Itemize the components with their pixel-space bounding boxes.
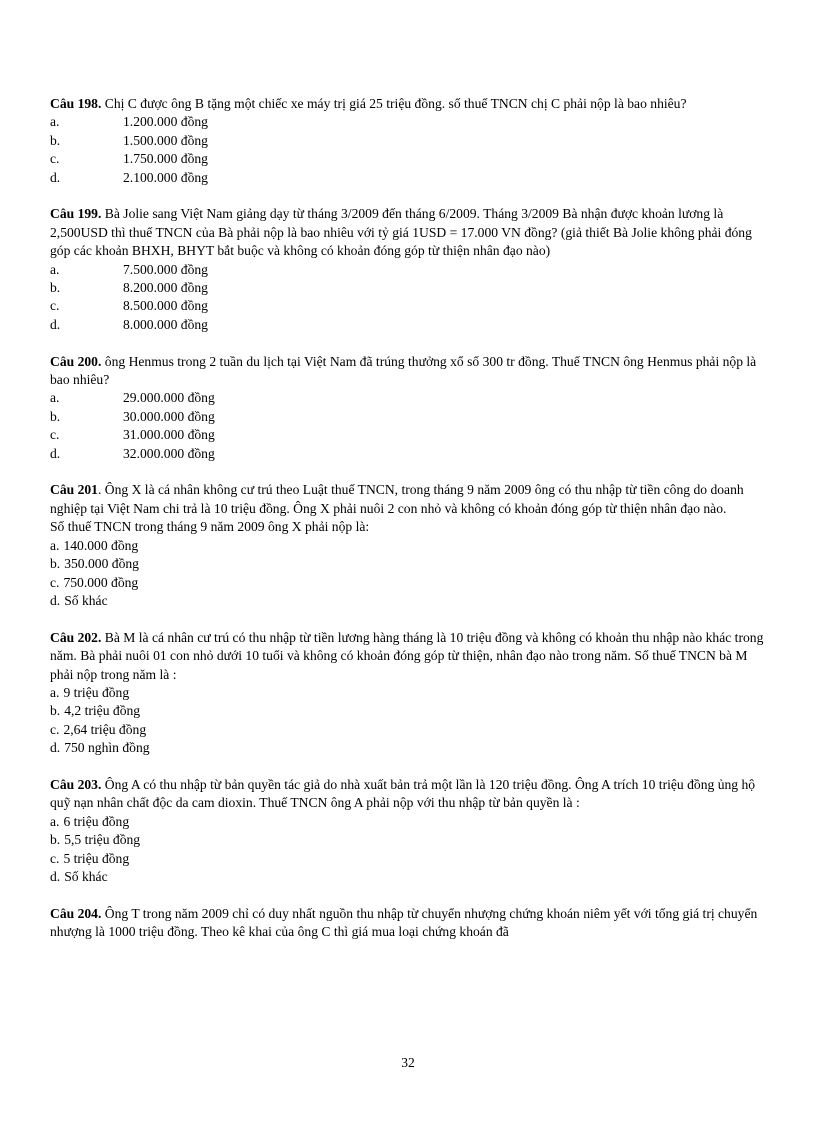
answer-option (50, 132, 766, 150)
question-extra: Số thuế TNCN trong tháng 9 năm 2009 ông X phải nộp là: (50, 519, 370, 535)
option-label: a. (50, 390, 60, 406)
question-text (50, 776, 766, 813)
option-text: 1.200.000 đồng (123, 114, 208, 130)
answer-option (50, 592, 766, 610)
option-label: c. (50, 721, 60, 737)
question-text (50, 205, 766, 260)
question-label: Câu 203. (50, 776, 102, 792)
question-block (50, 776, 766, 886)
answer-option (50, 702, 766, 720)
option-text: 31.000.000 đồng (123, 427, 215, 443)
answer-option (50, 426, 766, 444)
question-body: . Ông X là cá nhân không cư trú theo Luật thuế TNCN, trong tháng 9 năm 2009 ông có thu nhập từ tiền công do doanh nghiệp tại Việt Nam chi trả là 10 triệu đồng. Ông X phải nuôi 2 con nhỏ và không có khoản đóng góp từ thiện nhân đạo nào. (50, 482, 744, 516)
answer-option (50, 297, 766, 315)
answer-option (50, 574, 766, 592)
question-label: Câu 198. (50, 96, 102, 111)
question-text (50, 353, 766, 390)
question-block (50, 95, 766, 187)
option-text: 9 triệu đồng (63, 684, 130, 700)
question-body: ông Henmus trong 2 tuần du lịch tại Việt Nam đã trúng thưởng xổ số 300 tr đồng. Thuế TNCN ông Henmus phải nộp là bao nhiêu? (50, 353, 757, 388)
answer-option (50, 739, 766, 757)
answer-option (50, 279, 766, 297)
option-label: c. (50, 298, 60, 314)
answer-option (50, 408, 766, 426)
option-label: c. (50, 151, 60, 167)
question-body: Chị C được ông B tặng một chiếc xe máy trị giá 25 triệu đồng. số thuế TNCN chị C phải nộp là bao nhiêu? (101, 96, 687, 111)
option-text: 8.500.000 đồng (123, 298, 208, 314)
option-label: b. (50, 556, 61, 572)
answer-option (50, 831, 766, 849)
question-body: Bà M là cá nhân cư trú có thu nhập từ tiền lương hàng tháng là 10 triệu đồng và không có khoản thu nhập nào khác trong năm. Bà phải nuôi 01 con nhỏ dưới 10 tuổi và không có khoản đóng góp từ thiện, nhân đạo nào trong năm. Số thuế TNCN bà M phải nộp trong năm là : (50, 629, 764, 682)
question-body: Bà Jolie sang Việt Nam giảng dạy từ tháng 3/2009 đến tháng 6/2009. Tháng 3/2009 Bà nhận được khoản lương là 2,500USD thì thuế TNCN của Bà phải nộp là bao nhiêu với tỷ giá 1USD = 17.000 VN đồng? (giả thiết Bà Jolie không phải đóng góp các khoản BHXH, BHYT bắt buộc và không có khoản đóng góp từ thiện nhân đạo nào) (50, 206, 752, 259)
question-text (50, 629, 766, 684)
option-text: 7.500.000 đồng (123, 261, 208, 277)
question-label: Câu 202. (50, 629, 102, 645)
question-block (50, 205, 766, 334)
question-text (50, 481, 766, 518)
option-label: d. (50, 316, 61, 332)
option-text: 5 triệu đồng (63, 850, 130, 866)
option-label: a. (50, 537, 60, 553)
answer-option (50, 150, 766, 168)
option-text: 750.000 đồng (63, 574, 139, 590)
question-block (50, 481, 766, 610)
answer-option (50, 555, 766, 573)
question-label: Câu 201 (50, 482, 98, 498)
question-body: Ông T trong năm 2009 chỉ có duy nhất nguồn thu nhập từ chuyển nhượng chứng khoán niêm yết với tổng giá trị chuyển nhượng là 1000 triệu đồng. Theo kê khai của ông C thì giá mua loại chứng khoán đã (50, 905, 758, 940)
answer-option (50, 113, 766, 131)
option-text: 8.000.000 đồng (123, 316, 208, 332)
answer-option (50, 868, 766, 886)
option-label: a. (50, 813, 60, 829)
question-label: Câu 199. (50, 206, 102, 222)
option-label: c. (50, 574, 60, 590)
option-text: 32.000.000 đồng (123, 445, 215, 461)
option-text: 8.200.000 đồng (123, 280, 208, 296)
option-label: b. (50, 703, 61, 719)
option-text: 1.500.000 đồng (123, 132, 208, 148)
option-label: a. (50, 684, 60, 700)
option-label: d. (50, 740, 61, 756)
option-label: a. (50, 261, 60, 277)
option-label: b. (50, 280, 61, 296)
answer-option (50, 684, 766, 702)
option-label: b. (50, 408, 61, 424)
option-text: 2,64 triệu đồng (63, 721, 147, 737)
question-text (50, 95, 766, 113)
option-label: d. (50, 592, 61, 608)
option-text: Số khác (64, 868, 108, 884)
question-block (50, 629, 766, 758)
option-text: 30.000.000 đồng (123, 408, 215, 424)
answer-option (50, 445, 766, 463)
answer-option (50, 169, 766, 187)
option-text: 6 triệu đồng (63, 813, 130, 829)
question-label: Câu 204. (50, 905, 102, 921)
answer-option (50, 850, 766, 868)
answer-option (50, 537, 766, 555)
option-text: Số khác (64, 592, 108, 608)
answer-option (50, 316, 766, 334)
question-label: Câu 200. (50, 353, 102, 369)
option-text: 29.000.000 đồng (123, 390, 215, 406)
question-block (50, 353, 766, 463)
page-number: 32 (401, 1055, 415, 1070)
question-text (50, 905, 766, 942)
option-label: d. (50, 868, 61, 884)
option-label: c. (50, 427, 60, 443)
option-label: b. (50, 132, 61, 148)
option-text: 2.100.000 đồng (123, 169, 208, 185)
option-text: 1.750.000 đồng (123, 151, 208, 167)
option-label: d. (50, 445, 61, 461)
answer-option (50, 721, 766, 739)
option-label: b. (50, 832, 61, 848)
answer-option (50, 389, 766, 407)
option-label: d. (50, 169, 61, 185)
option-text: 750 nghìn đồng (64, 740, 150, 756)
option-text: 4,2 triệu đồng (64, 703, 141, 719)
option-label: c. (50, 850, 60, 866)
option-text: 140.000 đồng (63, 537, 139, 553)
answer-option (50, 813, 766, 831)
question-body: Ông A có thu nhập từ bản quyền tác giả do nhà xuất bản trả một lần là 120 triệu đồng. Ông A trích 10 triệu đồng ủng hộ quỹ nạn nhân chất độc da cam dioxin. Thuế TNCN ông A phải nộp với thu nhập từ bản quyền là : (50, 776, 756, 811)
answer-option (50, 261, 766, 279)
option-text: 5,5 triệu đồng (64, 832, 141, 848)
document-page (50, 95, 766, 960)
question-block (50, 905, 766, 942)
option-text: 350.000 đồng (64, 556, 139, 572)
option-label: a. (50, 114, 60, 130)
